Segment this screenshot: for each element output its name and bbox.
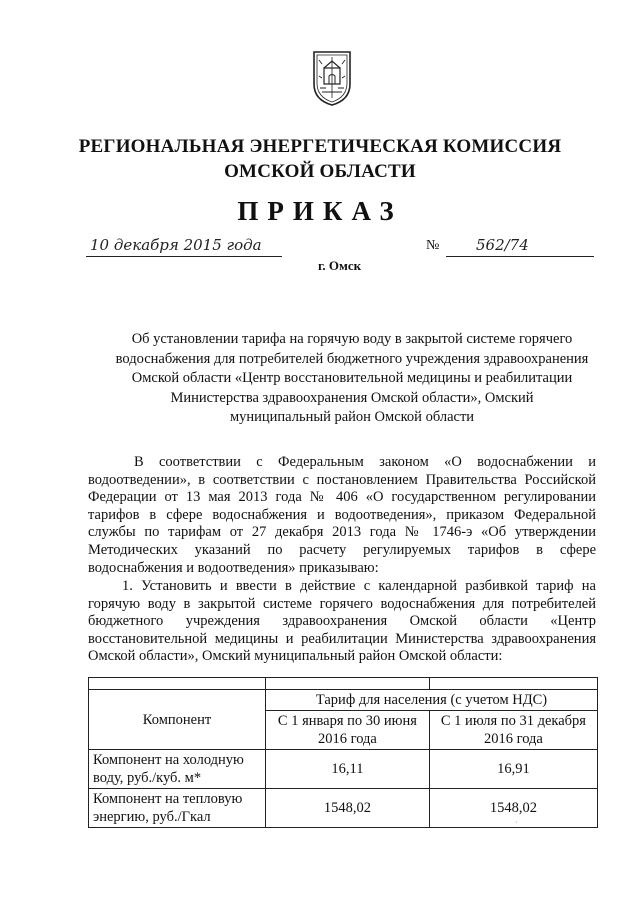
handwritten-order-number: 562/74 — [476, 236, 529, 254]
scan-speck: · — [515, 818, 518, 827]
tariff-value-period-1: 1548,02 — [266, 789, 430, 828]
subject-line: муниципальный район Омской области — [229, 409, 475, 425]
subject-line: Министерства здравоохранения Омской области», Омский — [170, 389, 534, 406]
column-header-component: Компонент — [89, 690, 266, 750]
table-header-row — [89, 690, 598, 711]
order-subject — [72, 330, 632, 428]
organization-name-line1: РЕГИОНАЛЬНАЯ ЭНЕРГЕТИЧЕСКАЯ КОМИССИЯ — [78, 136, 562, 157]
clause-1-paragraph: 1. Установить и ввести в действие с календарной разбивкой тариф на горячую воду в закрытой системе горячего водоснабжения для потребителей бюджетного учреждения здравоохранения Омской области «Центр восстановительной медицины и реабилитации Министерства здравоохранения Омской области», Омский муниципальный район Омской области: — [88, 578, 596, 665]
table-row — [89, 750, 598, 789]
table-top-spacer-row — [89, 678, 598, 690]
handwritten-date: 10 декабря 2015 года — [90, 236, 262, 254]
city-label: г. Омск — [318, 258, 362, 273]
row-label: Компонент на холодную воду, руб./куб. м* — [89, 750, 266, 789]
subject-line: водоснабжения для потребителей бюджетного учреждения здравоохранения — [115, 350, 589, 367]
column-header-period-1: С 1 января по 30 июня 2016 года — [266, 711, 430, 750]
subject-line: Омской области «Центр восстановительной медицины и реабилитации — [131, 370, 573, 386]
table-row — [89, 789, 598, 828]
tariff-value-period-1: 16,11 — [266, 750, 430, 789]
coat-of-arms-icon — [310, 48, 354, 108]
organization-name-line2: ОМСКОЙ ОБЛАСТИ — [224, 161, 416, 182]
tariff-table — [88, 677, 598, 828]
column-group-header: Тариф для населения (с учетом НДС) — [266, 690, 598, 711]
number-sign: № — [426, 238, 440, 253]
subject-line: Об установлении тарифа на горячую воду в закрытой системе горячего — [131, 331, 573, 347]
preamble-paragraph: В соответствии с Федеральным законом «О водоснабжении и водоотведении», в соответствии с постановлением Правительства Российской Федерации от 13 мая 2013 года № 406 «О государственном регулировании тарифов в сфере водоснабжения и водоотведения», приказом Федеральной службы по тарифам от 27 декабря 2013 года № 1746-э «Об утверждении Методических указаний по расчету регулируемых тарифов в сфере водоснабжения и водоотведения» приказываю: — [88, 454, 596, 576]
column-header-period-2: С 1 июля по 31 декабря 2016 года — [429, 711, 597, 750]
document-type-title: ПРИКАЗ — [237, 196, 403, 226]
row-label: Компонент на тепловую энергию, руб./Гкал — [89, 789, 266, 828]
tariff-value-period-2: 1548,02 — [429, 789, 597, 828]
tariff-value-period-2: 16,91 — [429, 750, 597, 789]
